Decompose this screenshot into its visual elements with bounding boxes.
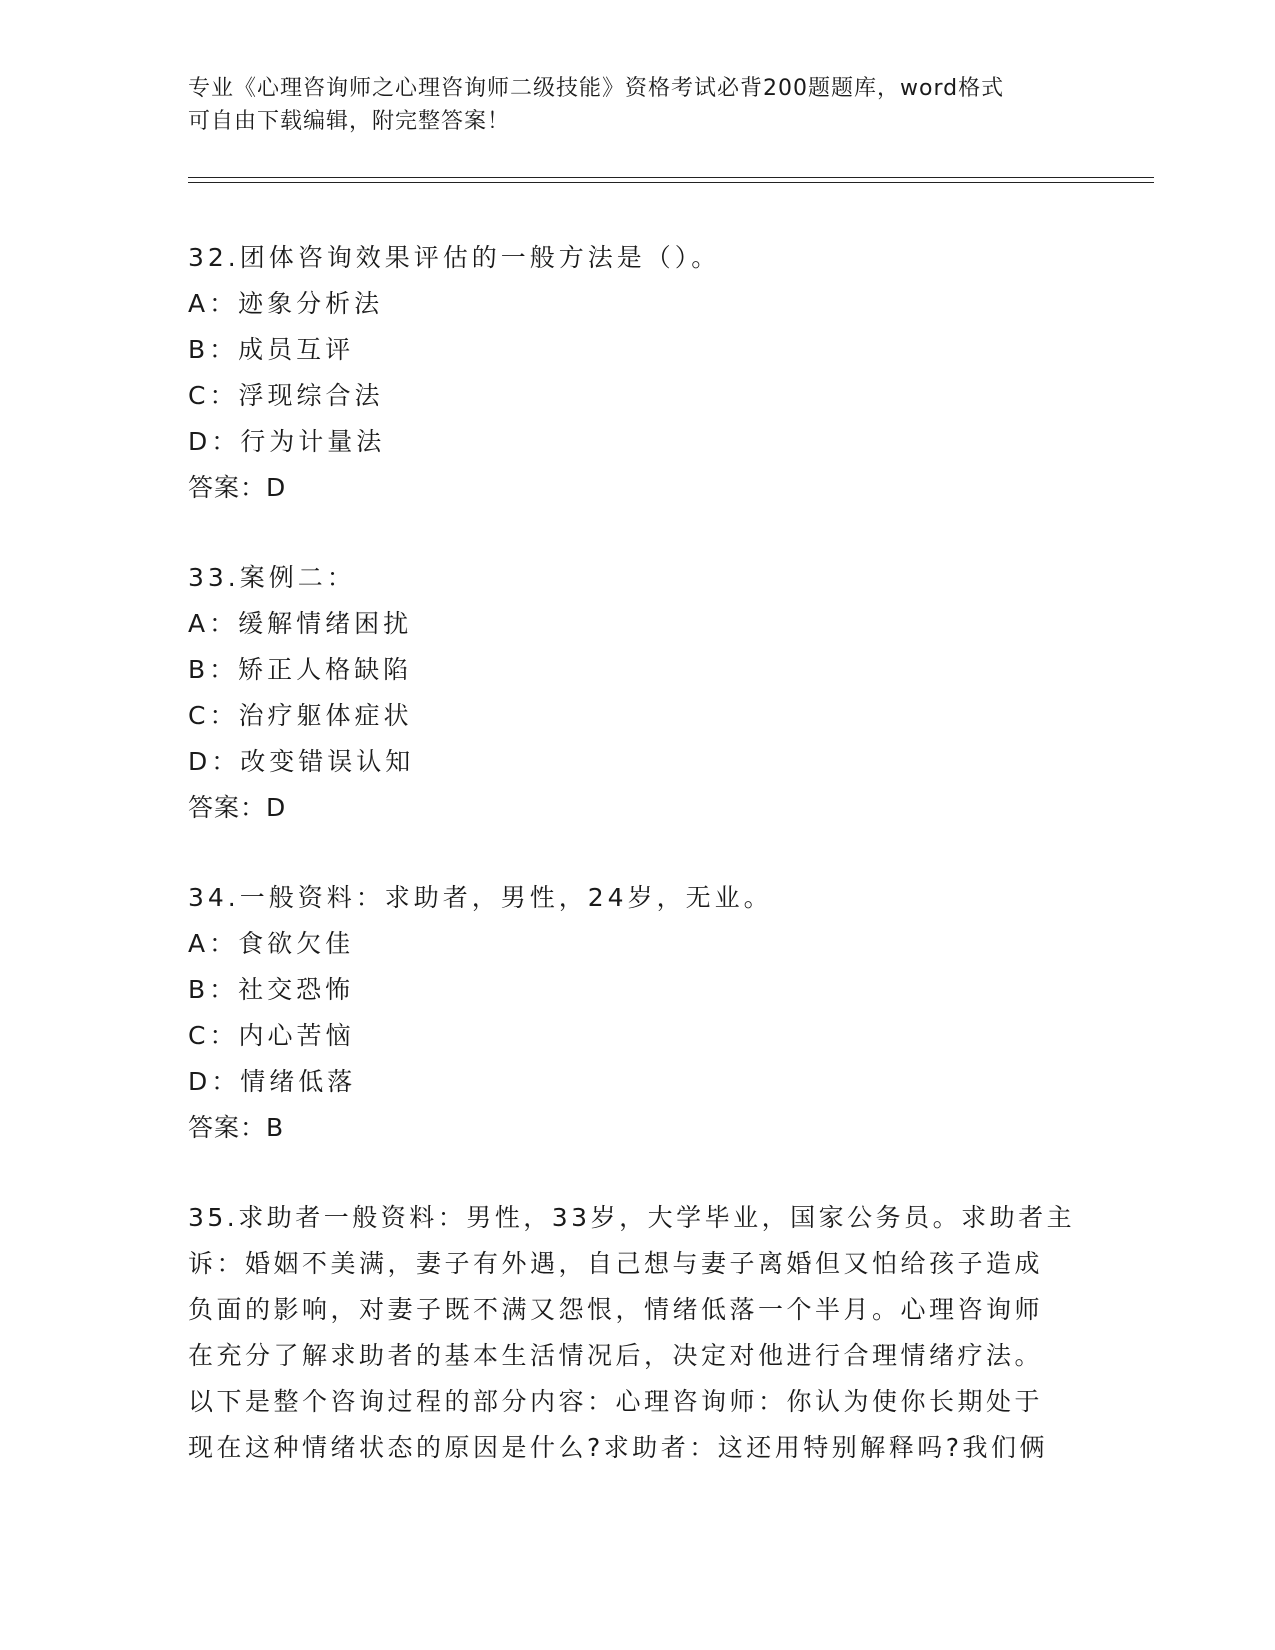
answer: 答案：B xyxy=(188,1113,285,1142)
stem-line-6: 现在这种情绪状态的原因是什么?求助者：这还用特别解释吗?我们俩 xyxy=(188,1433,1049,1462)
answer: 答案：D xyxy=(188,473,287,502)
question-34 xyxy=(188,875,1088,1151)
option-d: D：行为计量法 xyxy=(188,427,386,456)
stem-line-4: 在充分了解求助者的基本生活情况后，决定对他进行合理情绪疗法。 xyxy=(188,1341,1044,1370)
question-33 xyxy=(188,555,1088,831)
document-header xyxy=(188,72,1088,138)
question-32 xyxy=(188,235,1088,511)
question-stem: 33.案例二： xyxy=(188,563,356,592)
option-b: B：社交恐怖 xyxy=(188,975,355,1004)
option-c: C：内心苦恼 xyxy=(188,1021,355,1050)
option-a: A：迹象分析法 xyxy=(188,289,384,318)
option-b: B：矫正人格缺陷 xyxy=(188,655,413,684)
option-a: A：食欲欠佳 xyxy=(188,929,355,958)
option-d: D：改变错误认知 xyxy=(188,747,415,776)
option-a: A：缓解情绪困扰 xyxy=(188,609,413,638)
option-b: B：成员互评 xyxy=(188,335,355,364)
option-c: C：浮现综合法 xyxy=(188,381,384,410)
question-stem: 32.团体咨询效果评估的一般方法是（）。 xyxy=(188,243,721,272)
header-line-2: 可自由下载编辑，附完整答案！ xyxy=(188,109,511,134)
answer: 答案：D xyxy=(188,793,287,822)
stem-line-3: 负面的影响，对妻子既不满又怨恨，情绪低落一个半月。心理咨询师 xyxy=(188,1295,1044,1324)
question-35 xyxy=(188,1195,1088,1471)
header-rule-bottom xyxy=(188,182,1154,183)
header-line-1: 专业《心理咨询师之心理咨询师二级技能》资格考试必背200题题库，word格式 xyxy=(188,76,1005,101)
option-c: C：治疗躯体症状 xyxy=(188,701,413,730)
question-stem-paragraph xyxy=(188,1195,1088,1471)
stem-line-1: 35.求助者一般资料：男性，33岁，大学毕业，国家公务员。求助者主 xyxy=(188,1203,1076,1232)
stem-line-2: 诉：婚姻不美满，妻子有外遇，自己想与妻子离婚但又怕给孩子造成 xyxy=(188,1249,1044,1278)
question-stem: 34.一般资料：求助者，男性，24岁，无业。 xyxy=(188,883,773,912)
header-rule-top xyxy=(188,177,1154,178)
option-d: D：情绪低落 xyxy=(188,1067,357,1096)
stem-line-5: 以下是整个咨询过程的部分内容：心理咨询师：你认为使你长期处于 xyxy=(188,1387,1044,1416)
